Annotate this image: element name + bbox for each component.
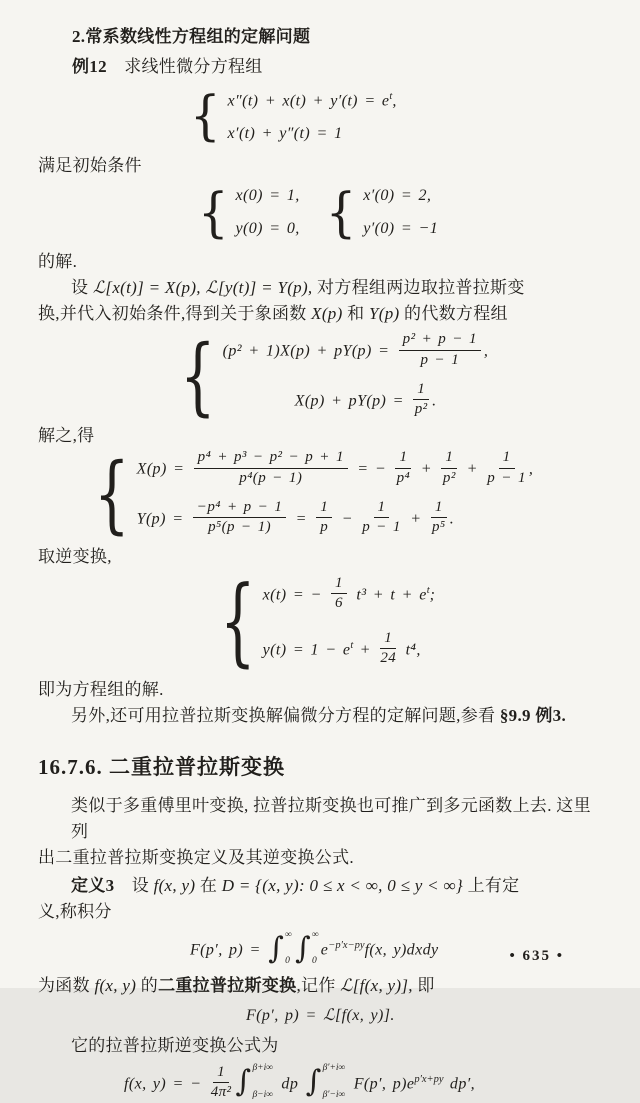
formula-line-xt: x(t) = − $\frac{1}{6}$ $t^3 + t + e^t$;: [262, 575, 436, 612]
section-heading-16-7-6: 16.7.6. 二重拉普拉斯变换: [38, 755, 285, 780]
intro-paragraph-line-2: 出二重拉普拉斯变换定义及其逆变换公式.: [38, 848, 354, 868]
definition-3-line-2: 义,称积分: [38, 902, 112, 922]
solution-conclusion: 即为方程组的解.: [38, 680, 164, 700]
formula-line-init-xp0: x′(0) = 2,: [363, 187, 432, 205]
transform-naming-paragraph: 为函数 f(x, y) 的二重拉普拉斯变换,记作 ℒ[f(x, y)], 即: [38, 975, 435, 995]
left-brace-icon: {: [190, 84, 221, 148]
formula-line-ode-1: $x''(t) + x(t) + y'(t) = e^t$,: [227, 91, 397, 110]
formula-line-algebraic-1: (p² + 1)X(p) + pY(p) = $\frac{\text{p² + p − 1}}{p - 1}$ ,: [222, 331, 489, 368]
initial-conditions-system-derivatives: [326, 181, 438, 244]
initial-conditions-system-xy: [198, 181, 300, 244]
laplace-paragraph-line-1: 设 ℒ[x(t)] = X(p), ℒ[y(t)] = Y(p), 对方程组两边取拉普拉斯变: [71, 278, 525, 298]
formula-line-Xp: X(p) = $\frac{\text{p⁴ + p³ − p² − p + 1}}{\text{p⁴(p − 1)}}$ = − $\frac{1}{\text{p⁴}}$ + $\frac{1}{\text{p²}}$ + $\frac{1}{p - 1}$ ,: [136, 449, 534, 486]
initial-conditions-systems: [198, 181, 600, 244]
algebraic-system: [180, 328, 600, 426]
double-laplace-integral: F(p′, p) = ∫ ∞ 0 ∫ ∞ 0 $e^{-p'x-py}f(x$, y)dxdy: [190, 929, 439, 967]
inverse-formula-intro: 它的拉普拉斯逆变换公式为: [71, 1035, 279, 1055]
initial-conditions-label: 满足初始条件: [38, 156, 142, 176]
formula-line-init-x0: x(0) = 1,: [235, 187, 300, 205]
example-line: 例12 求线性微分方程组: [72, 57, 263, 76]
page-number: • 635 •: [509, 948, 564, 964]
inverse-transform-formula: f(x, y) = − $\frac{1}{\text{4π²}}$ ∫ β+i∞ β−i∞ dp ∫ β′+i∞ β′−i∞ F(p′, $p)e^{p'x+py}$ dp′,: [124, 1063, 476, 1100]
formula-line-Yp: Y(p) = $\frac{\text{−p⁴ + p − 1}}{\text{p⁵(p − 1)}}$ = $\frac{1}{p}$ − $\frac{1}{p - 1}$ + $\frac{1}{\text{p⁵}}$ .: [136, 498, 455, 536]
solution-note: 的解.: [38, 252, 78, 272]
definition-3-line-1: 定义3 设 f(x, y) 在 D = {(x, y): 0 ≤ x < ∞, 0 ≤ y < ∞} 上有定: [71, 876, 520, 896]
laplace-paragraph-line-2: 换,并代入初始条件,得到关于象函数 X(p) 和 Y(p) 的代数方程组: [38, 304, 508, 324]
transform-notation-equation: F(p′, p) = ℒ[f(x, y)].: [246, 1006, 395, 1024]
solve-label: 解之,得: [38, 426, 95, 446]
formula-line-yt: $y(t) = 1 - e^t$ + $\frac{1}{24}$ t⁴,: [262, 629, 421, 666]
left-brace-icon: {: [198, 181, 229, 245]
left-brace-icon: {: [220, 567, 256, 678]
left-brace-icon: {: [94, 446, 130, 544]
solved-system: [94, 446, 600, 544]
formula-line-init-yp0: y′(0) = −1: [363, 220, 439, 238]
intro-paragraph-line-1: 类似于多重傅里叶变换, 拉普拉斯变换也可推广到多元函数上去. 这里列: [71, 796, 591, 842]
inverse-transform-label: 取逆变换,: [38, 547, 112, 567]
time-domain-system: [220, 567, 600, 678]
formula-line-init-y0: y(0) = 0,: [235, 220, 300, 238]
subsection-heading: 2.常系数线性方程组的定解问题: [72, 27, 311, 46]
formula-line-ode-2: x′(t) + y″(t) = 1: [227, 125, 343, 143]
formula-line-algebraic-2: X(p) + pY(p) = $\frac{1}{\text{p²}}$ .: [294, 380, 437, 418]
left-brace-icon: {: [180, 328, 216, 426]
left-brace-icon: {: [325, 181, 357, 245]
pde-note: 另外,还可用拉普拉斯变换解偏微分方程的定解问题,参看 §9.9 例3.: [71, 706, 567, 726]
ode-system: [190, 82, 600, 149]
